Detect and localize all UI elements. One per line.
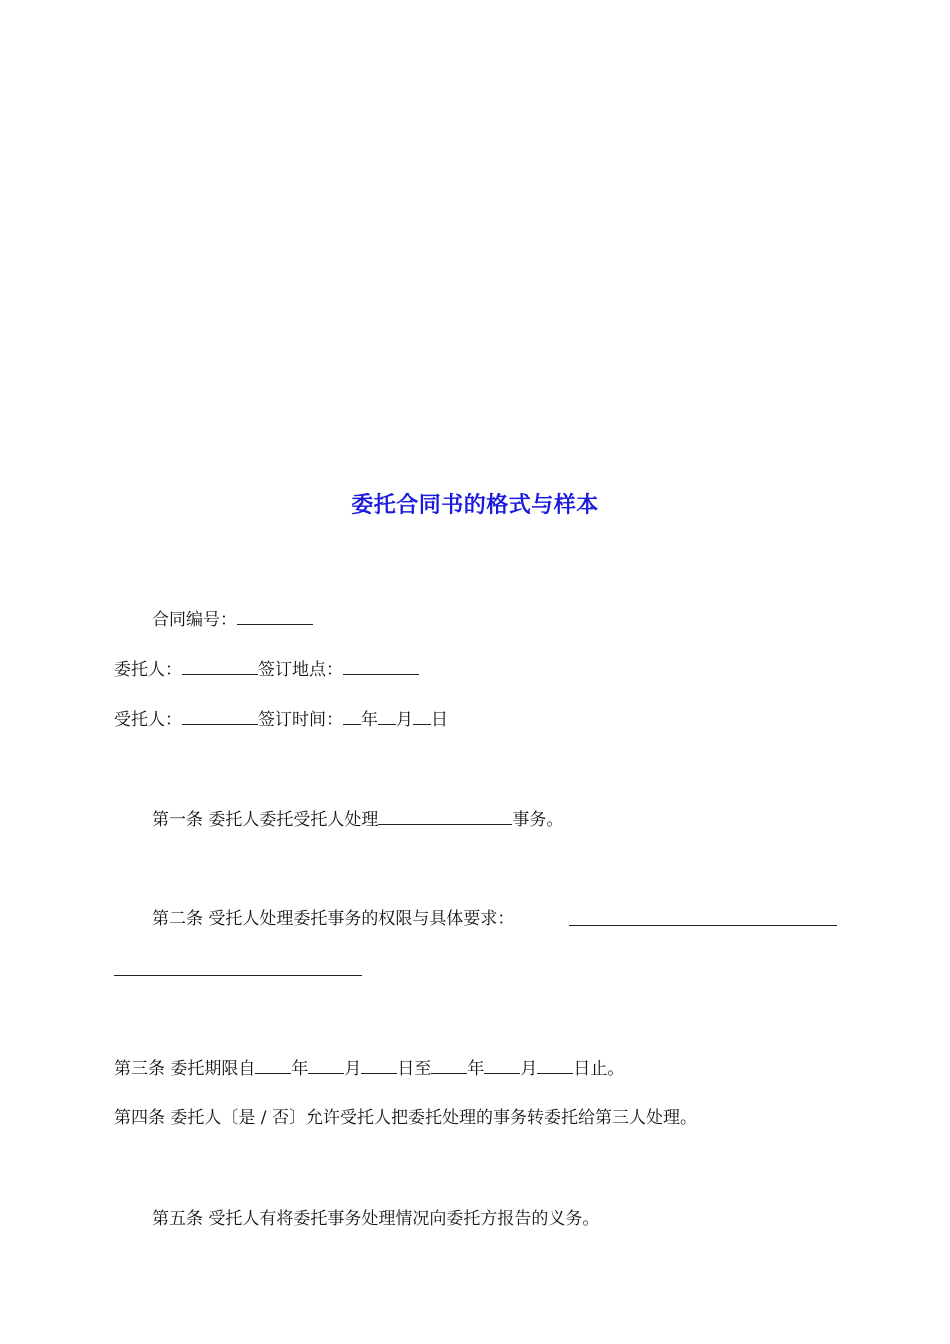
sign-place-blank (343, 658, 419, 675)
sign-year-blank (343, 708, 361, 725)
clause-5 (152, 1208, 599, 1230)
clause-3-year-blank (255, 1057, 291, 1074)
agent-blank (182, 708, 258, 725)
clause-3-day-to-label: 日至 (397, 1059, 432, 1079)
clause-2-blank-line-2 (114, 975, 362, 976)
sign-month-blank (378, 708, 396, 725)
sign-place-label: 签订地点： (258, 660, 343, 680)
clause-5-text: 第五条 受托人有将委托事务处理情况向委托方报告的义务。 (152, 1209, 600, 1229)
clause-3-year2-label: 年 (467, 1059, 485, 1079)
principal-line (114, 658, 419, 681)
clause-3-month2-label: 月 (520, 1059, 538, 1079)
clause-3-day2-blank (537, 1057, 573, 1074)
clause-4 (114, 1107, 697, 1129)
sign-year-label: 年 (361, 710, 378, 730)
clause-3-month2-blank (484, 1057, 520, 1074)
clause-1-blank (378, 808, 512, 825)
clause-3-end-label: 日止。 (573, 1059, 625, 1079)
clause-4-text: 第四条 委托人〔是 / 否〕允许受托人把委托处理的事务转委托给第三人处理。 (114, 1108, 697, 1128)
sign-time-label: 签订时间： (258, 710, 343, 730)
clause-2-text: 第二条 受托人处理委托事务的权限与具体要求： (152, 909, 515, 929)
contract-number-blank (237, 608, 313, 625)
agent-line (114, 708, 448, 731)
clause-1-text: 第一条 委托人委托受托人处理 (152, 810, 379, 830)
clause-3-year-label: 年 (291, 1059, 309, 1079)
clause-3-text: 第三条 委托期限自 (114, 1059, 256, 1079)
clause-2-blank-line-1 (569, 925, 837, 926)
sign-day-blank (413, 708, 431, 725)
contract-number-label: 合同编号： (152, 610, 237, 630)
sign-day-label: 日 (431, 710, 448, 730)
principal-label: 委托人： (114, 660, 182, 680)
clause-1 (152, 808, 563, 831)
clause-3-day-blank (361, 1057, 397, 1074)
clause-3-month-blank (308, 1057, 344, 1074)
contract-number-line (152, 608, 313, 631)
clause-3-year2-blank (431, 1057, 467, 1074)
document-title: 委托合同书的格式与样本 (351, 493, 599, 518)
clause-3 (114, 1057, 624, 1080)
sign-month-label: 月 (396, 710, 413, 730)
clause-1-suffix: 事务。 (512, 810, 564, 830)
principal-blank (182, 658, 258, 675)
clause-2 (152, 908, 514, 930)
clause-3-month-label: 月 (344, 1059, 362, 1079)
agent-label: 受托人： (114, 710, 182, 730)
